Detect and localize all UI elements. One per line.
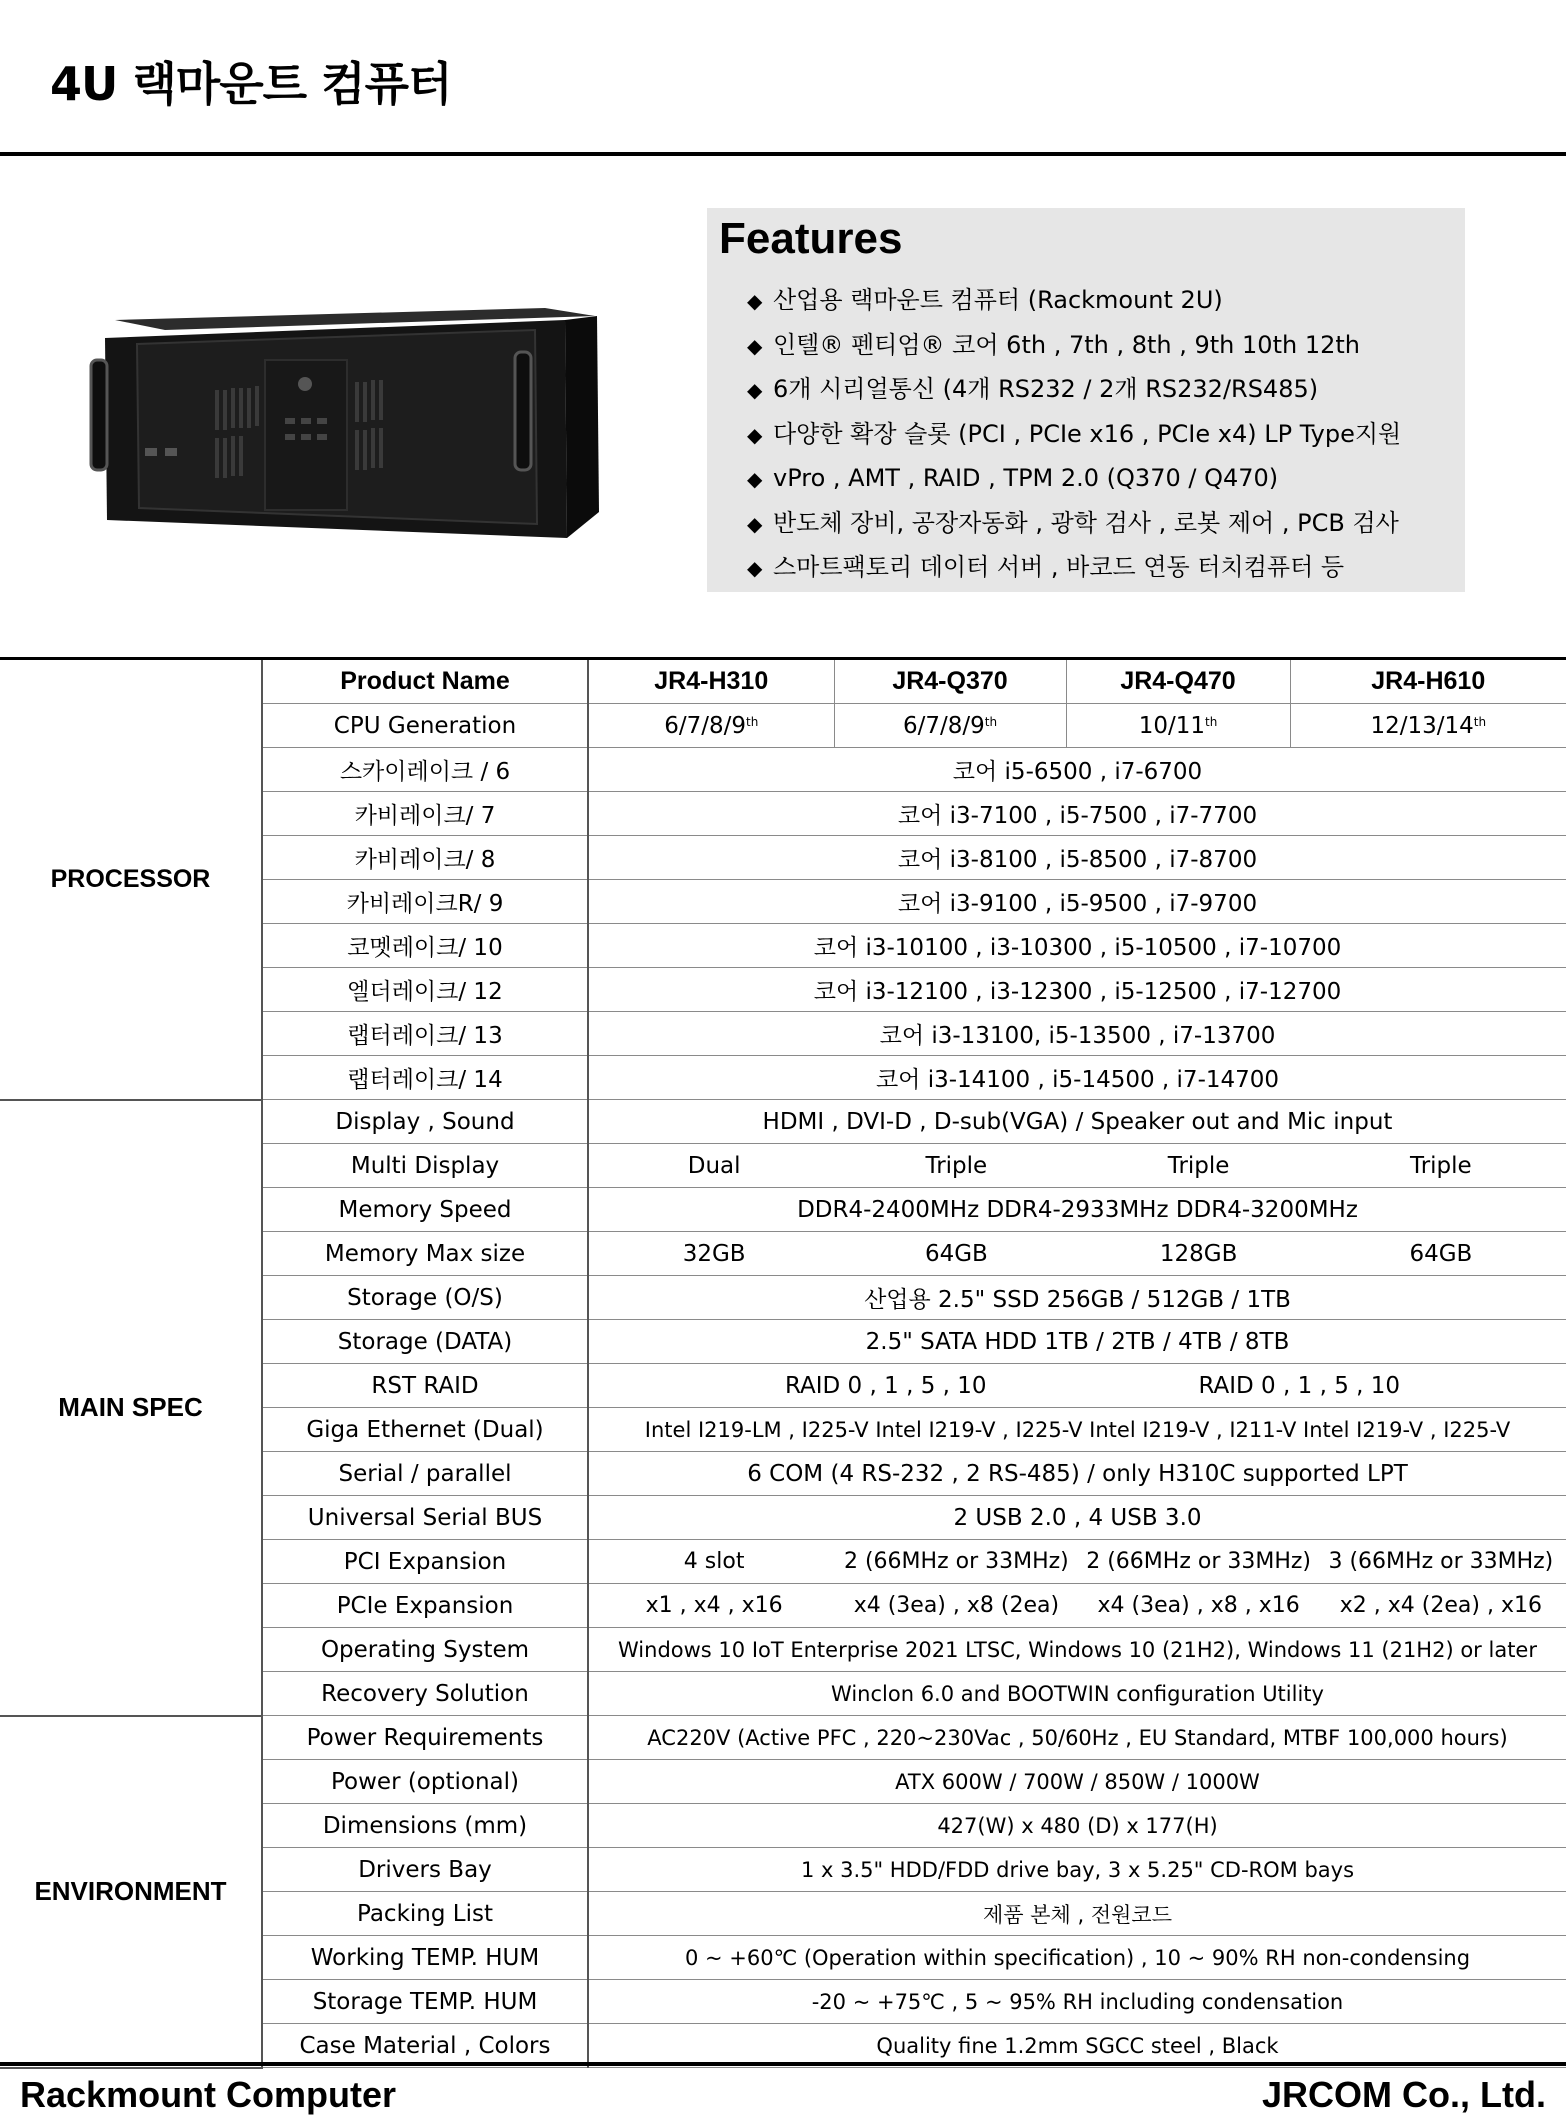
row-label: Universal Serial BUS (262, 1496, 588, 1540)
row-label: Storage TEMP. HUM (262, 1980, 588, 2024)
row-value: 1 x 3.5" HDD/FDD drive bay, 3 x 5.25" CD-ROM bays (588, 1848, 1566, 1892)
row-label: Dimensions (mm) (262, 1804, 588, 1848)
row-value: DDR4-2400MHz DDR4-2933MHz DDR4-3200MHz (588, 1188, 1566, 1232)
row-value: 2.5" SATA HDD 1TB / 2TB / 4TB / 8TB (588, 1320, 1566, 1364)
model-name: JR4-H310 (588, 659, 834, 704)
feature-item: ◆ 반도체 장비, 공장자동화 , 광학 검사 , 로봇 제어 , PCB 검사 (747, 501, 1401, 546)
row-value: AC220V (Active PFC , 220~230Vac , 50/60Hz , EU Standard, MTBF 100,000 hours) (588, 1716, 1566, 1760)
row-label: 카비레이크/ 7 (262, 792, 588, 836)
diamond-bullet-icon: ◆ (747, 378, 763, 402)
row-value: RAID 0 , 1 , 5 , 10 RAID 0 , 1 , 5 , 10 (588, 1364, 1566, 1408)
diamond-bullet-icon: ◆ (747, 289, 763, 313)
row-label: Memory Max size (262, 1232, 588, 1276)
spec-table (0, 657, 1566, 2069)
row-label: Memory Speed (262, 1188, 588, 1232)
model-name: JR4-H610 (1290, 659, 1566, 704)
row-label: Storage (DATA) (262, 1320, 588, 1364)
row-value: Dual Triple Triple Triple (588, 1144, 1566, 1188)
row-label: RST RAID (262, 1364, 588, 1408)
category-main-spec: MAIN SPEC (0, 1100, 262, 1716)
row-label: 카비레이크R/ 9 (262, 880, 588, 924)
model-name: JR4-Q470 (1066, 659, 1290, 704)
row-value: Winclon 6.0 and BOOTWIN configuration Utility (588, 1672, 1566, 1716)
rackmount-computer-image (85, 298, 605, 558)
diamond-bullet-icon: ◆ (747, 511, 763, 536)
row-label: Multi Display (262, 1144, 588, 1188)
row-value: 0 ~ +60℃ (Operation within specification) , 10 ~ 90% RH non-condensing (588, 1936, 1566, 1980)
row-label: Giga Ethernet (Dual) (262, 1408, 588, 1452)
row-value: 6 COM (4 RS-232 , 2 RS-485) / only H310C supported LPT (588, 1452, 1566, 1496)
row-label: 엘더레이크/ 12 (262, 968, 588, 1012)
cpu-generation-cell: 10/11th (1066, 704, 1290, 748)
table-row (0, 1100, 1566, 1144)
row-label: CPU Generation (262, 704, 588, 748)
row-label: 코멧레이크/ 10 (262, 924, 588, 968)
category-environment: ENVIRONMENT (0, 1716, 262, 2068)
feature-item: ◆ vPro , AMT , RAID , TPM 2.0 (Q370 / Q470) (747, 456, 1401, 501)
feature-item: ◆ 인텔® 펜티엄® 코어 6th , 7th , 8th , 9th 10th 12th (747, 323, 1401, 368)
row-value: 2 USB 2.0 , 4 USB 3.0 (588, 1496, 1566, 1540)
top-divider (0, 152, 1566, 156)
row-value: 코어 i3-10100 , i3-10300 , i5-10500 , i7-10700 (588, 924, 1566, 968)
feature-item: ◆ 6개 시리얼통신 (4개 RS232 / 2개 RS232/RS485) (747, 367, 1401, 412)
row-label: Power (optional) (262, 1760, 588, 1804)
model-name: JR4-Q370 (834, 659, 1066, 704)
row-label: Case Material , Colors (262, 2024, 588, 2068)
row-value: Intel I219-LM , I225-V Intel I219-V , I225-V Intel I219-V , I211-V Intel I219-V , I225-V (588, 1408, 1566, 1452)
table-row (0, 1716, 1566, 1760)
diamond-bullet-icon: ◆ (747, 556, 763, 580)
diamond-bullet-icon: ◆ (747, 333, 763, 358)
diamond-bullet-icon: ◆ (747, 467, 763, 491)
row-value: 코어 i3-13100, i5-13500 , i7-13700 (588, 1012, 1566, 1056)
features-list (747, 278, 1401, 590)
row-value: 코어 i5-6500 , i7-6700 (588, 748, 1566, 792)
row-label: Drivers Bay (262, 1848, 588, 1892)
row-value: 산업용 2.5" SSD 256GB / 512GB / 1TB (588, 1276, 1566, 1320)
row-value: 코어 i3-8100 , i5-8500 , i7-8700 (588, 836, 1566, 880)
row-value: ATX 600W / 700W / 850W / 1000W (588, 1760, 1566, 1804)
row-label: Operating System (262, 1628, 588, 1672)
row-value: x1 , x4 , x16 x4 (3ea) , x8 (2ea) x4 (3ea) , x8 , x16 x2 , x4 (2ea) , x16 (588, 1584, 1566, 1628)
row-value: 4 slot 2 (66MHz or 33MHz) 2 (66MHz or 33MHz) 3 (66MHz or 33MHz) (588, 1540, 1566, 1584)
row-value: 32GB 64GB 128GB 64GB (588, 1232, 1566, 1276)
row-label: PCIe Expansion (262, 1584, 588, 1628)
row-label: Storage (O/S) (262, 1276, 588, 1320)
bottom-divider (0, 2062, 1566, 2066)
row-label: 랩터레이크/ 13 (262, 1012, 588, 1056)
row-value: 427(W) x 480 (D) x 177(H) (588, 1804, 1566, 1848)
features-box (707, 208, 1465, 592)
cpu-generation-cell: 12/13/14th (1290, 704, 1566, 748)
cpu-generation-cell: 6/7/8/9th (588, 704, 834, 748)
row-label: Power Requirements (262, 1716, 588, 1760)
row-value: 코어 i3-12100 , i3-12300 , i5-12500 , i7-12700 (588, 968, 1566, 1012)
features-heading: Features (719, 214, 903, 263)
row-label: Product Name (262, 659, 588, 704)
row-value: 코어 i3-7100 , i5-7500 , i7-7700 (588, 792, 1566, 836)
row-value: 코어 i3-14100 , i5-14500 , i7-14700 (588, 1056, 1566, 1100)
table-row (0, 659, 1566, 704)
row-label: PCI Expansion (262, 1540, 588, 1584)
row-label: 카비레이크/ 8 (262, 836, 588, 880)
row-value: Windows 10 IoT Enterprise 2021 LTSC, Windows 10 (21H2), Windows 11 (21H2) or later (588, 1628, 1566, 1672)
row-label: Packing List (262, 1892, 588, 1936)
row-value: 코어 i3-9100 , i5-9500 , i7-9700 (588, 880, 1566, 924)
footer-product-line: Rackmount Computer (20, 2074, 397, 2115)
row-label: 스카이레이크 / 6 (262, 748, 588, 792)
feature-item: ◆ 다양한 확장 슬롯 (PCI , PCIe x16 , PCIe x4) LP Type지원 (747, 412, 1401, 457)
page-title: 4U 랙마운트 컴퓨터 (50, 57, 452, 111)
row-value: 제품 본체 , 전원코드 (588, 1892, 1566, 1936)
cpu-generation-cell: 6/7/8/9th (834, 704, 1066, 748)
row-value: -20 ~ +75℃ , 5 ~ 95% RH including condensation (588, 1980, 1566, 2024)
row-value: Quality fine 1.2mm SGCC steel , Black (588, 2024, 1566, 2068)
feature-item: ◆ 산업용 랙마운트 컴퓨터 (Rackmount 2U) (747, 278, 1401, 323)
row-label: Display , Sound (262, 1100, 588, 1144)
row-label: Recovery Solution (262, 1672, 588, 1716)
row-label: 랩터레이크/ 14 (262, 1056, 588, 1100)
row-value: HDMI , DVI-D , D-sub(VGA) / Speaker out and Mic input (588, 1100, 1566, 1144)
category-processor: PROCESSOR (0, 659, 262, 1100)
row-label: Serial / parallel (262, 1452, 588, 1496)
footer-company: JRCOM Co., Ltd. (1262, 2074, 1546, 2115)
feature-item: ◆ 스마트팩토리 데이터 서버 , 바코드 연동 터치컴퓨터 등 (747, 545, 1401, 590)
row-label: Working TEMP. HUM (262, 1936, 588, 1980)
diamond-bullet-icon: ◆ (747, 422, 763, 447)
